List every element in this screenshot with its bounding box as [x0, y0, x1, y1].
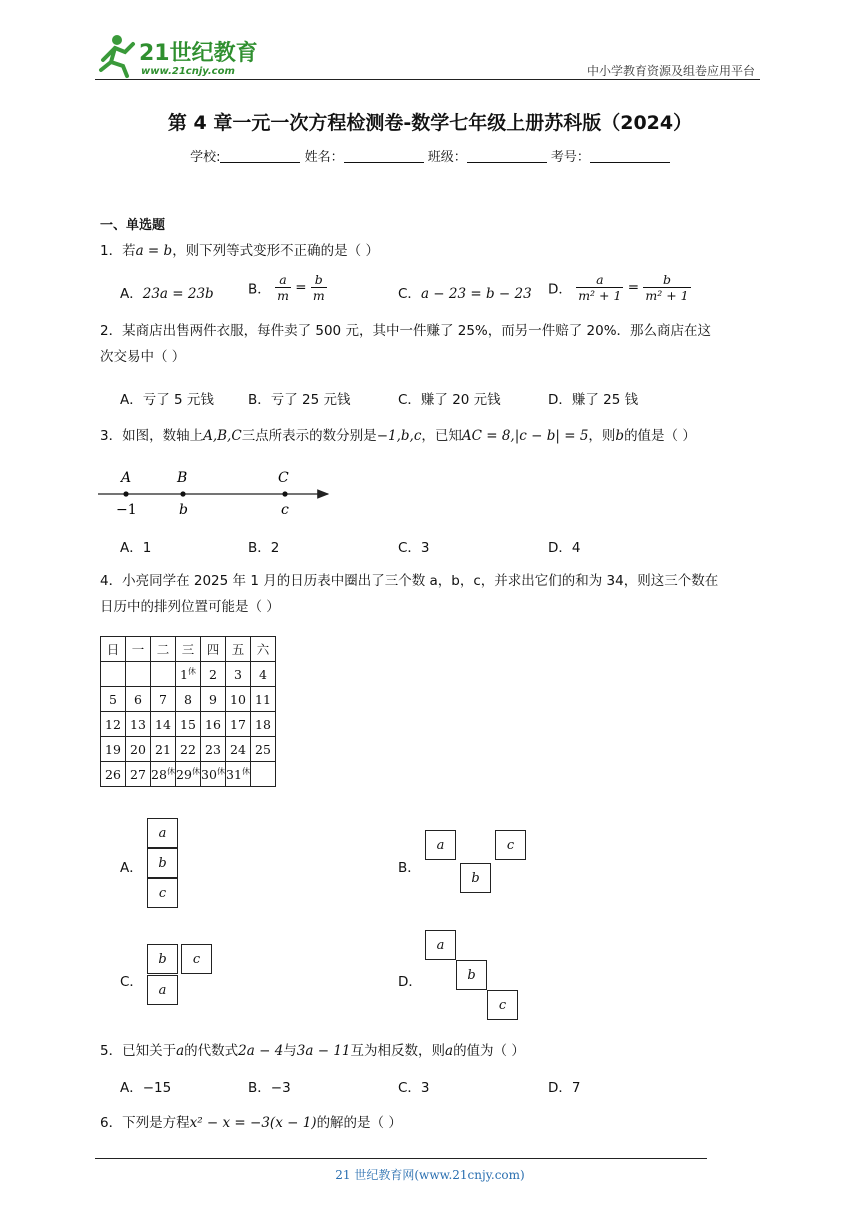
q3-mid: 三点所表示的数分别是 [241, 428, 377, 444]
q1-d-frac2 [643, 272, 690, 303]
q1-b-frac2 [311, 272, 327, 303]
q4-d-box-b: b [456, 960, 487, 990]
q3-option-a[interactable]: A．1 [120, 540, 152, 556]
logo-runner-icon [95, 30, 265, 80]
q5-end: 的值为（ ） [453, 1043, 525, 1059]
point-b-value: b [179, 502, 188, 518]
calendar-weekday: 四 [201, 637, 226, 662]
q1-d-label: D． [548, 281, 572, 298]
logo [95, 30, 265, 80]
q5-stem [100, 1040, 765, 1062]
q5-var: a [176, 1043, 185, 1059]
calendar-weekday: 六 [251, 637, 276, 662]
q2-line2: 次交易中（ ） [100, 349, 186, 365]
q1-b-frac1 [275, 272, 291, 303]
q4-a-box-c: c [147, 878, 178, 908]
school-blank[interactable] [220, 150, 300, 163]
q6-stem [100, 1112, 765, 1134]
q1-a-label: A． [120, 286, 143, 302]
header-divider [95, 79, 760, 80]
calendar-day-cell: $31^休$ [226, 762, 251, 787]
number-line-figure [98, 462, 338, 522]
calendar-day-cell: 23 [201, 737, 226, 762]
class-blank[interactable] [467, 150, 547, 163]
q1-d-den1: m² + 1 [578, 288, 622, 303]
calendar-week-row [101, 662, 276, 687]
q1-d-num2: b [643, 272, 690, 288]
q4-option-a-label[interactable]: A． [120, 860, 143, 876]
calendar-day-cell [251, 762, 276, 787]
footer-divider [95, 1158, 707, 1159]
q1-option-c[interactable] [398, 282, 532, 302]
q4-b-box-a: a [425, 830, 456, 860]
calendar-day-cell: 14 [151, 712, 176, 737]
calendar-day-cell: 17 [226, 712, 251, 737]
q1-b-eq: = [295, 279, 307, 296]
calendar-day-cell: 8 [176, 687, 201, 712]
q4-b-box-b: b [460, 863, 491, 893]
q3-cond: AC = 8,|c − b| = 5 [461, 428, 589, 444]
q4-d-box-c: c [487, 990, 518, 1020]
logo-text: 21世纪教育 [139, 41, 258, 66]
q1-b-num2: b [311, 272, 327, 288]
q3-option-b[interactable]: B．2 [248, 540, 280, 556]
q1-b-den2: m [312, 288, 325, 303]
point-c-dot [282, 491, 287, 496]
holiday-mark: 休 [166, 766, 175, 776]
calendar-day-cell: 20 [126, 737, 151, 762]
q3-var: b [615, 428, 625, 444]
point-a-dot [123, 491, 128, 496]
calendar-weekday: 二 [151, 637, 176, 662]
point-c-label: C [278, 470, 289, 486]
calendar-day-cell [126, 662, 151, 687]
calendar-day-cell: 5 [101, 687, 126, 712]
platform-text: 中小学教育资源及组卷应用平台 [586, 64, 755, 78]
q4-line2: 日历中的排列位置可能是（ ） [100, 599, 280, 615]
q2-option-d[interactable]: D．赚了 25 钱 [548, 392, 639, 408]
calendar-day-cell: 27 [126, 762, 151, 787]
calendar-day-cell [101, 662, 126, 687]
calendar-day-cell: 4 [251, 662, 276, 687]
q5-expr1: 2a − 4 [238, 1043, 284, 1059]
calendar-day-cell: 21 [151, 737, 176, 762]
q4-option-d-label[interactable]: D． [398, 974, 422, 990]
q1-stem [100, 240, 765, 262]
holiday-mark: 休 [187, 666, 196, 676]
q5-and: 与 [283, 1043, 297, 1059]
point-b-label: B [177, 470, 188, 486]
q5-option-c[interactable]: C．3 [398, 1080, 430, 1096]
calendar-day-cell: 25 [251, 737, 276, 762]
calendar-weekday: 一 [126, 637, 151, 662]
q3-prefix: 3．如图，数轴上 [100, 428, 204, 444]
holiday-mark: 休 [216, 766, 225, 776]
q1-option-d[interactable] [548, 272, 691, 303]
calendar-weekday: 三 [176, 637, 201, 662]
calendar-day-cell: 12 [101, 712, 126, 737]
calendar-day-cell: 18 [251, 712, 276, 737]
q2-option-b[interactable]: B．亏了 25 元钱 [248, 392, 351, 408]
q5-mid: 的代数式 [184, 1043, 239, 1059]
q3-values: −1,b,c [376, 428, 422, 444]
school-label: 学校: [190, 150, 221, 165]
q1-a-math: 23a = 23b [142, 286, 214, 302]
calendar-day-cell: 6 [126, 687, 151, 712]
calendar-day-cell: 11 [251, 687, 276, 712]
calendar-day-cell: $30^休$ [201, 762, 226, 787]
calendar-table [100, 636, 276, 787]
calendar-day-cell: 2 [201, 662, 226, 687]
q3-ask: ，则 [588, 428, 616, 444]
calendar-day-cell: 9 [201, 687, 226, 712]
q4-a-box-b: b [147, 848, 178, 878]
number-blank[interactable] [590, 150, 670, 163]
calendar-day-cell: $29^休$ [176, 762, 201, 787]
q2-option-a[interactable]: A．亏了 5 元钱 [120, 392, 214, 408]
q1-c-label: C． [398, 286, 421, 302]
q4-c-box-b: b [147, 944, 178, 974]
q4-c-box-c: c [181, 944, 212, 974]
q4-option-b-label[interactable]: B． [398, 860, 421, 876]
calendar-weekday: 五 [226, 637, 251, 662]
q5-option-b[interactable]: B．−3 [248, 1080, 291, 1096]
q5-var2: a [445, 1043, 454, 1059]
logo-url: www.21cnjy.com [141, 66, 235, 77]
name-label: 姓名： [304, 150, 344, 165]
q2-stem [100, 318, 765, 370]
class-label: 班级： [427, 150, 467, 165]
calendar-day-cell: 3 [226, 662, 251, 687]
q3-end: 的值是（ ） [624, 428, 696, 444]
student-info [0, 146, 860, 165]
q1-option-a[interactable] [120, 282, 214, 302]
q1-b-den1: m [277, 288, 289, 303]
q6-suffix: 的解的是（ ） [316, 1115, 402, 1131]
calendar-weekday: 日 [101, 637, 126, 662]
q5-expr2: 3a − 11 [296, 1043, 351, 1059]
point-a-value: −1 [116, 502, 137, 518]
q1-d-num1: a [576, 272, 623, 288]
q5-option-d[interactable]: D．7 [548, 1080, 581, 1096]
q5-option-a[interactable]: A．−15 [120, 1080, 172, 1096]
q5-suffix: 互为相反数，则 [350, 1043, 445, 1059]
calendar-day-cell: 16 [201, 712, 226, 737]
q3-option-c[interactable]: C．3 [398, 540, 430, 556]
calendar-week-row [101, 687, 276, 712]
point-c-value: c [281, 502, 289, 518]
calendar-day-cell: 26 [101, 762, 126, 787]
point-a-label: A [121, 470, 132, 486]
holiday-mark: 休 [241, 766, 250, 776]
section-heading: 一、单选题 [100, 218, 166, 233]
q1-math: a = b [135, 243, 173, 259]
calendar-day-cell: $1^休$ [176, 662, 201, 687]
footer-text: 21 世纪教育网(www.21cnjy.com) [335, 1168, 525, 1182]
page-title: 第 4 章一元一次方程检测卷-数学七年级上册苏科版（2024） [167, 112, 693, 134]
calendar-day-cell: 22 [176, 737, 201, 762]
q4-stem [100, 568, 765, 620]
calendar-week-row [101, 712, 276, 737]
calendar-day-cell: 7 [151, 687, 176, 712]
q1-b-num1: a [275, 272, 291, 288]
q1-d-den2: m² + 1 [645, 288, 689, 303]
q4-a-box-a: a [147, 818, 178, 848]
calendar-day-cell: 19 [101, 737, 126, 762]
point-b-dot [180, 491, 185, 496]
calendar-day-cell: 13 [126, 712, 151, 737]
calendar-header-row [101, 637, 276, 662]
calendar-day-cell: 10 [226, 687, 251, 712]
q1-b-label: B． [248, 281, 271, 298]
q3-points: A,B,C [203, 428, 242, 444]
q2-option-c[interactable]: C．赚了 20 元钱 [398, 392, 501, 408]
q6-prefix: 6．下列是方程 [100, 1115, 190, 1131]
q5-prefix: 5．已知关于 [100, 1043, 177, 1059]
holiday-mark: 休 [191, 766, 200, 776]
q1-prefix: 1．若 [100, 243, 136, 259]
calendar-day-cell: $28^休$ [151, 762, 176, 787]
q1-c-math: a − 23 = b − 23 [420, 286, 532, 302]
q1-option-b[interactable] [248, 272, 327, 303]
q4-line1: 4．小亮同学在 2025 年 1 月的日历表中圈出了三个数 a，b，c，并求出它们的和为 34，则这三个数在 [100, 573, 719, 589]
calendar-week-row [101, 762, 276, 787]
calendar-day-cell: 24 [226, 737, 251, 762]
q3-known: ，已知 [421, 428, 462, 444]
q3-stem [100, 425, 765, 447]
q4-option-c-label[interactable]: C． [120, 974, 143, 990]
number-label: 考号： [550, 150, 590, 165]
q1-suffix: ，则下列等式变形不正确的是（ ） [172, 243, 379, 259]
name-blank[interactable] [344, 150, 424, 163]
q3-option-d[interactable]: D．4 [548, 540, 581, 556]
q1-d-frac1 [576, 272, 623, 303]
q2-line1: 2．某商店出售两件衣服，每件卖了 500 元，其中一件赚了 25%，而另一件赔了 20%．那么商店在这 [100, 323, 712, 339]
calendar-day-cell [151, 662, 176, 687]
q4-b-box-c: c [495, 830, 526, 860]
q1-d-eq: = [627, 279, 640, 296]
q4-d-box-a: a [425, 930, 456, 960]
q4-c-box-a: a [147, 975, 178, 1005]
q6-math: x² − x = −3(x − 1) [189, 1115, 317, 1131]
calendar-week-row [101, 737, 276, 762]
calendar-day-cell: 15 [176, 712, 201, 737]
